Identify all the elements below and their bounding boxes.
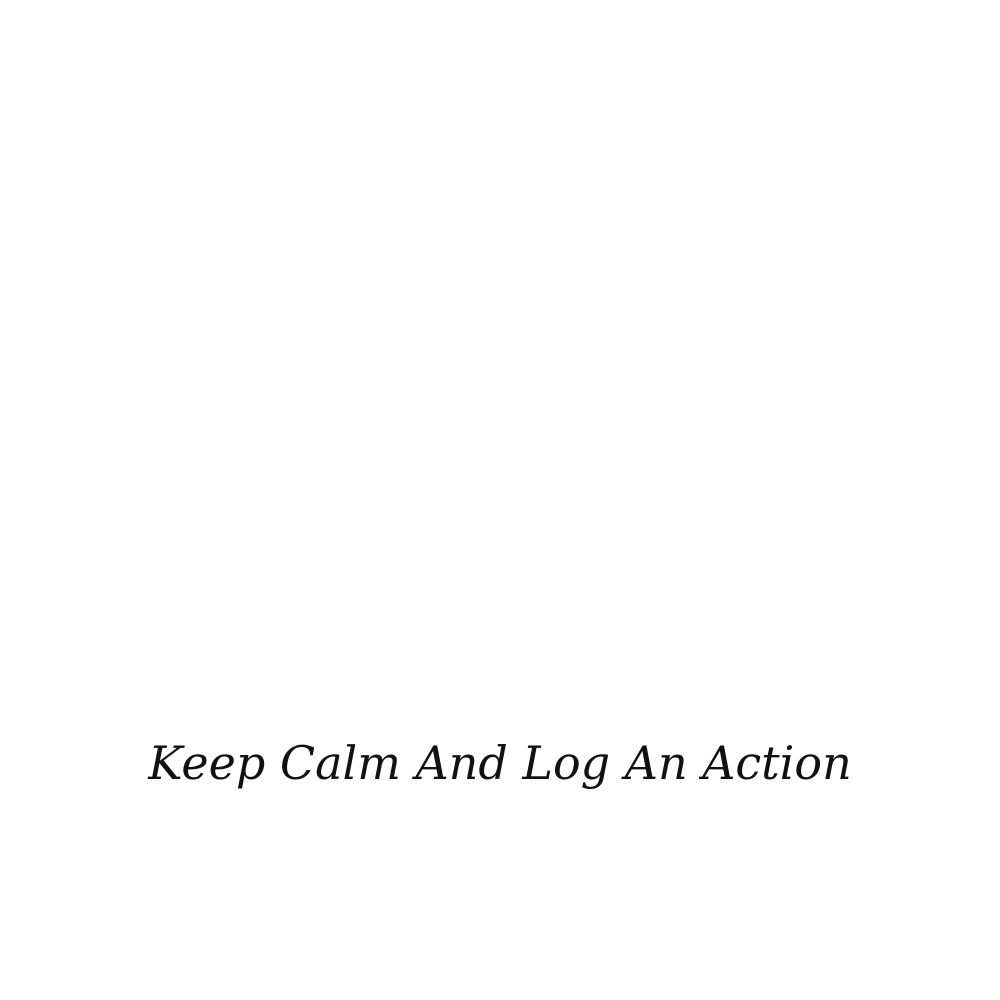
slogan-text: Keep Calm And Log An Action — [148, 736, 852, 790]
